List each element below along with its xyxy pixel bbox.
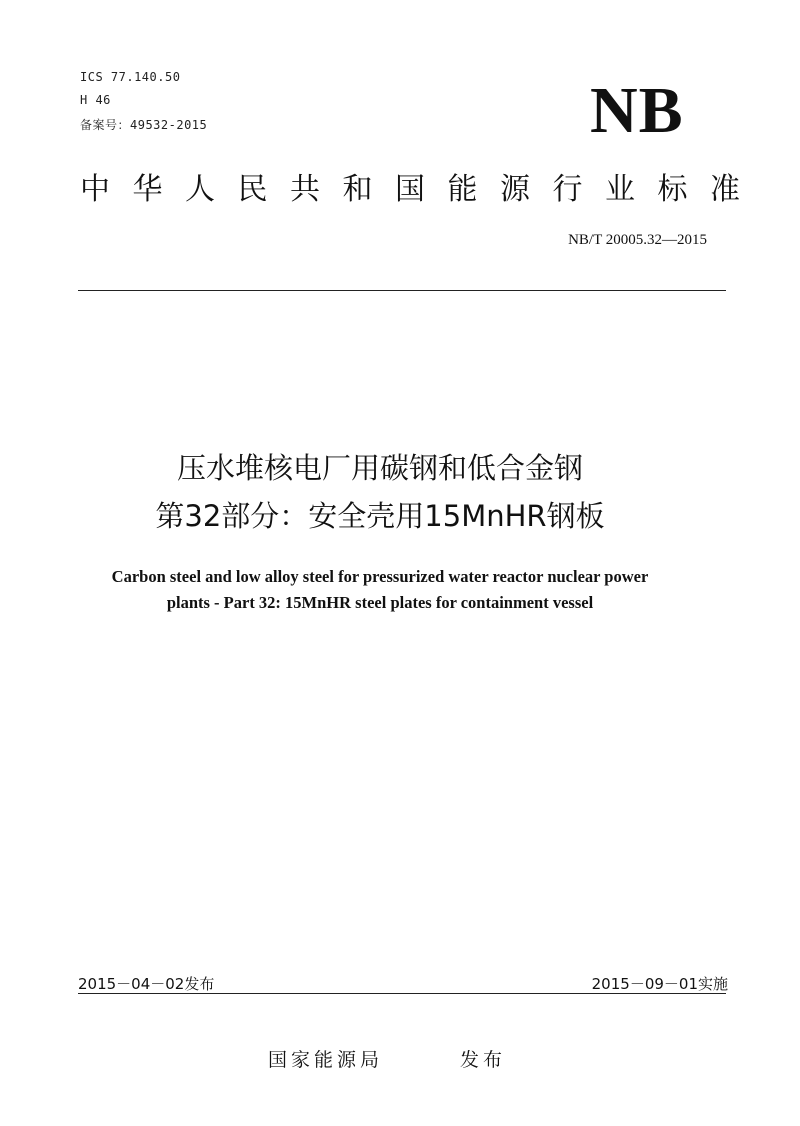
title-en-line2: plants - Part 32: 15MnHR steel plates for containment vessel [166,593,594,612]
top-divider [78,290,726,291]
bottom-divider [78,993,726,994]
implementation-date: 2015－09－01实施 [591,975,728,993]
publisher-action: 发布 [460,1049,507,1071]
title-cn-line2: 第32部分：安全壳用15MnHR钢板 [155,499,605,533]
filing-number: 备案号：49532-2015 [80,118,208,132]
ics-code: ICS 77.140.50 [80,70,181,84]
category-code: H 46 [80,93,111,107]
title-en-line1: Carbon steel and low alloy steel for pressurized water reactor nuclear power [111,567,649,586]
standard-title: 中华人民共和国能源行业标准 [80,172,763,207]
title-cn-line1: 压水堆核电厂用碳钢和低合金钢 [176,451,583,485]
nb-logo: NB [590,74,684,147]
publisher-name: 国家能源局 [268,1049,384,1071]
standard-number: NB/T 20005.32—2015 [568,232,707,248]
issue-date: 2015－04－02发布 [78,975,215,993]
